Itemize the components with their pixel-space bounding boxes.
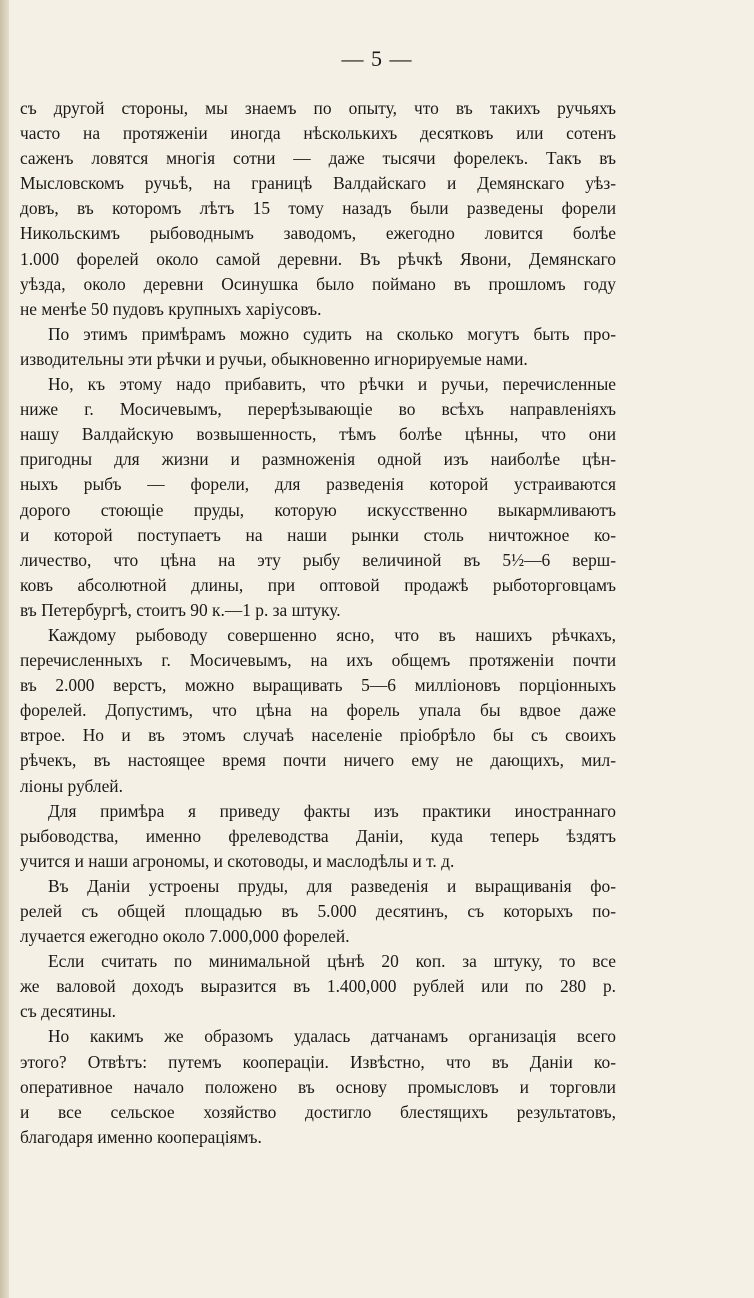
text-line: довъ, въ которомъ лѣтъ 15 тому назадъ были разведены форели: [20, 198, 616, 219]
text-line: перечисленныхъ г. Мосичевымъ, на ихъ общемъ протяженіи почти: [20, 650, 616, 671]
text-line: изводительны эти рѣчки и ручьи, обыкновенно игнорируемые нами.: [20, 348, 528, 369]
text-line: ліоны рублей.: [20, 775, 123, 796]
paragraph: [20, 799, 616, 874]
text-line: часто на протяженіи иногда нѣсколькихъ десятковъ или сотенъ: [20, 123, 616, 144]
text-line: Если считать по минимальной цѣнѣ 20 коп. за штуку, то все: [48, 951, 616, 972]
text-line: рѣчекъ, въ настоящее время почти ничего ему не дающихъ, мил-: [20, 750, 616, 771]
text-line: рыбоводства, именно фрелеводства Даніи, куда теперь ѣздятъ: [20, 825, 616, 846]
text-line: съ другой стороны, мы знаемъ по опыту, что въ такихъ ручьяхъ: [20, 98, 616, 118]
paragraph: [20, 949, 616, 1024]
text-line: нашу Валдайскую возвышенность, тѣмъ болѣе цѣнны, что они: [20, 424, 616, 445]
text-line: пригодны для жизни и размноженія одной изъ наиболѣе цѣн-: [20, 449, 616, 470]
text-line: въ Петербургѣ, стоитъ 90 к.—1 р. за штуку.: [20, 599, 341, 620]
text-line: ковъ абсолютной длины, при оптовой продажѣ рыботорговцамъ: [20, 574, 616, 595]
page-binding-edge: [0, 0, 9, 1298]
paragraph: [20, 874, 616, 949]
page-number: — 5 —: [341, 46, 413, 71]
body-text: [20, 96, 616, 1150]
text-line: уѣзда, около деревни Осинушка было поймано въ прошломъ году: [20, 273, 616, 294]
paragraph: [20, 1024, 616, 1149]
text-line: въ 2.000 верстъ, можно выращивать 5—6 милліоновъ порціонныхъ: [20, 675, 616, 696]
text-line: Для примѣра я приведу факты изъ практики иностраннаго: [48, 800, 616, 821]
text-line: съ десятины.: [20, 1001, 117, 1022]
text-line: и все сельское хозяйство достигло блестящихъ результатовъ,: [20, 1101, 616, 1122]
paragraph: [20, 623, 616, 799]
text-line: форелей. Допустимъ, что цѣна на форель упала бы вдвое даже: [20, 700, 616, 721]
text-line: ниже г. Мосичевымъ, перерѣзывающіе во всѣхъ направленіяхъ: [20, 399, 616, 420]
text-line: этого? Отвѣтъ: путемъ коопераціи. Извѣстно, что въ Даніи ко-: [20, 1051, 616, 1072]
paragraph: [20, 96, 616, 322]
text-line: Мысловскомъ ручьѣ, на границѣ Валдайскаго и Демянскаго уѣз-: [20, 173, 616, 194]
text-line: Но какимъ же образомъ удалась датчанамъ организація всего: [48, 1026, 616, 1047]
text-line: Никольскимъ рыбоводнымъ заводомъ, ежегодно ловится болѣе: [20, 223, 616, 244]
text-line: 1.000 форелей около самой деревни. Въ рѣчкѣ Явони, Демянскаго: [20, 248, 616, 269]
text-line: и которой поступаетъ на наши рынки столь ничтожное ко-: [20, 524, 616, 545]
text-line: втрое. Но и въ этомъ случаѣ населеніе пріобрѣло бы съ своихъ: [20, 725, 616, 746]
paragraph: [20, 322, 616, 372]
text-line: Каждому рыбоводу совершенно ясно, что въ нашихъ рѣчкахъ,: [48, 624, 616, 645]
text-line: учится и наши агрономы, и скотоводы, и маслодѣлы и т. д.: [20, 850, 455, 871]
text-line: же валовой доходъ выразится въ 1.400,000 рублей или по 280 р.: [20, 976, 616, 997]
text-line: релей съ общей площадью въ 5.000 десятинъ, съ которыхъ по-: [20, 901, 616, 921]
paragraph: [20, 372, 616, 623]
text-line: По этимъ примѣрамъ можно судить на сколько могутъ быть про-: [48, 323, 616, 344]
text-line: саженъ ловятся многія сотни — даже тысячи форелекъ. Такъ въ: [20, 148, 616, 169]
text-line: Въ Даніи устроены пруды, для разведенія и выращиванія фо-: [48, 875, 616, 896]
text-line: не менѣе 50 пудовъ крупныхъ харіусовъ.: [20, 298, 322, 319]
text-line: личество, что цѣна на эту рыбу величиной въ 5½—6 верш-: [20, 549, 616, 570]
text-line: ныхъ рыбъ — форели, для разведенія которой устраиваются: [20, 474, 616, 495]
text-line: оперативное начало положено въ основу промысловъ и торговли: [20, 1076, 616, 1097]
text-line: дорого стоющіе пруды, которую искусственно выкармливаютъ: [20, 499, 616, 520]
text-line: лучается ежегодно около 7.000,000 форелей.: [20, 926, 350, 947]
text-line: благодаря именно коопераціямъ.: [20, 1126, 262, 1147]
text-line: Но, къ этому надо прибавить, что рѣчки и ручьи, перечисленные: [48, 374, 616, 395]
